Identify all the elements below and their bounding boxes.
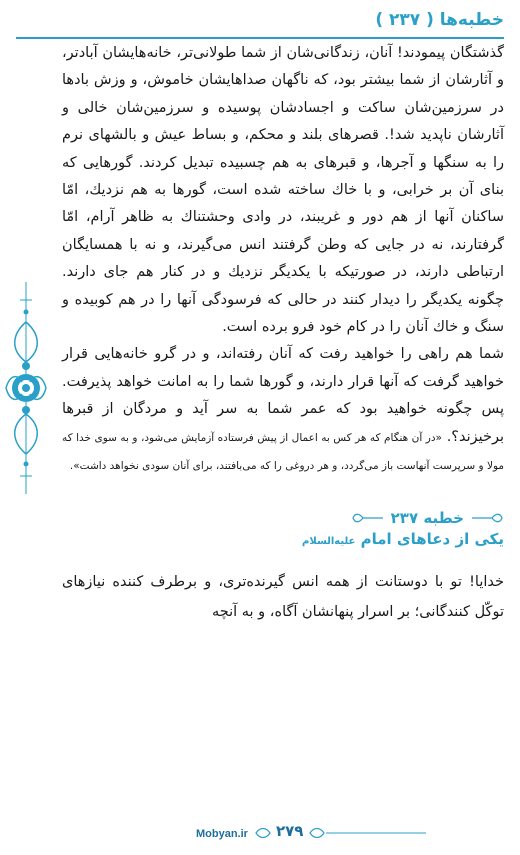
page-footer [0, 818, 520, 848]
quran-quote: «در آن هنگام که هر کس به اعمال از پیش فرستاده آزمایش می‌شود، و به سوی خدا که مولا و سرپرست آنهاست باز می‌گردد، و هر دروغی را که می‌بافتند، برای آنان سودی نخواهد داشت». [62, 431, 504, 472]
body-paragraph-1: گذشتگان پیمودند! آنان، زندگانی‌شان از شما طولانی‌تر، خانه‌هایشان آبادتر، و آثارشان از شما بیشتر بود، که ناگهان صداهایشان خاموش، و وزش بادها در سرزمین‌شان ساکت و اجسادشان پوسیده و سرزمین‌شان خالی و آثارشان ناپدید شد!. قصرهای بلند و محکم، و بساط عیش و بالشهای نرم را به سنگها و آجرها، و قبرهای به هم چسبیده تبدیل کردند. گورهایی که بنای آن بر خرابی، و با خاك ساخته شده است، گورها به هم نزدیك، امّا ساکنان آنها از هم دور و غریبند، در وادی وحشتناك به ظاهر آرام، امّا گرفتارند، نه در جایی که وطن گرفتند انس می‌گیرند، و نه با همسایگان ارتباطی دارند، در صورتیکه با یکدیگر نزدیك و در کنار هم جای دارند. چگونه یکدیگر را دیدار کنند در حالی که فرسودگی آنها را در هم کوبیده و سنگ و خاك آنان را در کام خود فرو برده است. [62, 45, 504, 336]
honorific: علیه‌السلام [302, 535, 356, 547]
flourish-right-icon [470, 512, 504, 524]
page-number: ۲۷۹ [276, 822, 304, 840]
page-header [0, 4, 520, 34]
footer-flourish-left-icon [254, 826, 272, 840]
running-header-title: خطبه‌ها ( ۲۳۷ ) [375, 10, 504, 30]
sermon-subtitle [62, 528, 504, 553]
sermon-number-row [351, 508, 504, 528]
header-rule [16, 37, 504, 39]
sermon-heading [62, 508, 504, 553]
footer-site: Mobyan.ir [196, 828, 248, 840]
body-paragraph-2 [62, 341, 504, 479]
sermon-number: خطبه ۲۳۷ [390, 508, 464, 527]
flourish-left-icon [351, 512, 385, 524]
margin-ornament-icon [4, 282, 48, 494]
sermon-subtitle-text: یکی از دعاهای امام [360, 529, 504, 548]
sermon-paragraph: خدایا! تو با دوستانت از همه انس گیرنده‌تری، و برطرف کننده نیازهای توکّل کنندگانی؛ بر اسرار پنهانشان آگاه، و به آنچه [62, 573, 504, 620]
body-paragraph-2-main: شما هم راهی را خواهید رفت که آنان رفته‌اند، و در گرو خانه‌هایی قرار خواهید گرفت که آنها قرار دارند، و گورها شما را به امانت خواهد پذیرفت. پس چگونه خواهید بود که عمر شما به سر آید و مردگان از قبرها برخیزند؟. [62, 346, 505, 445]
footer-rule-icon [308, 826, 428, 840]
page-content [62, 40, 504, 627]
